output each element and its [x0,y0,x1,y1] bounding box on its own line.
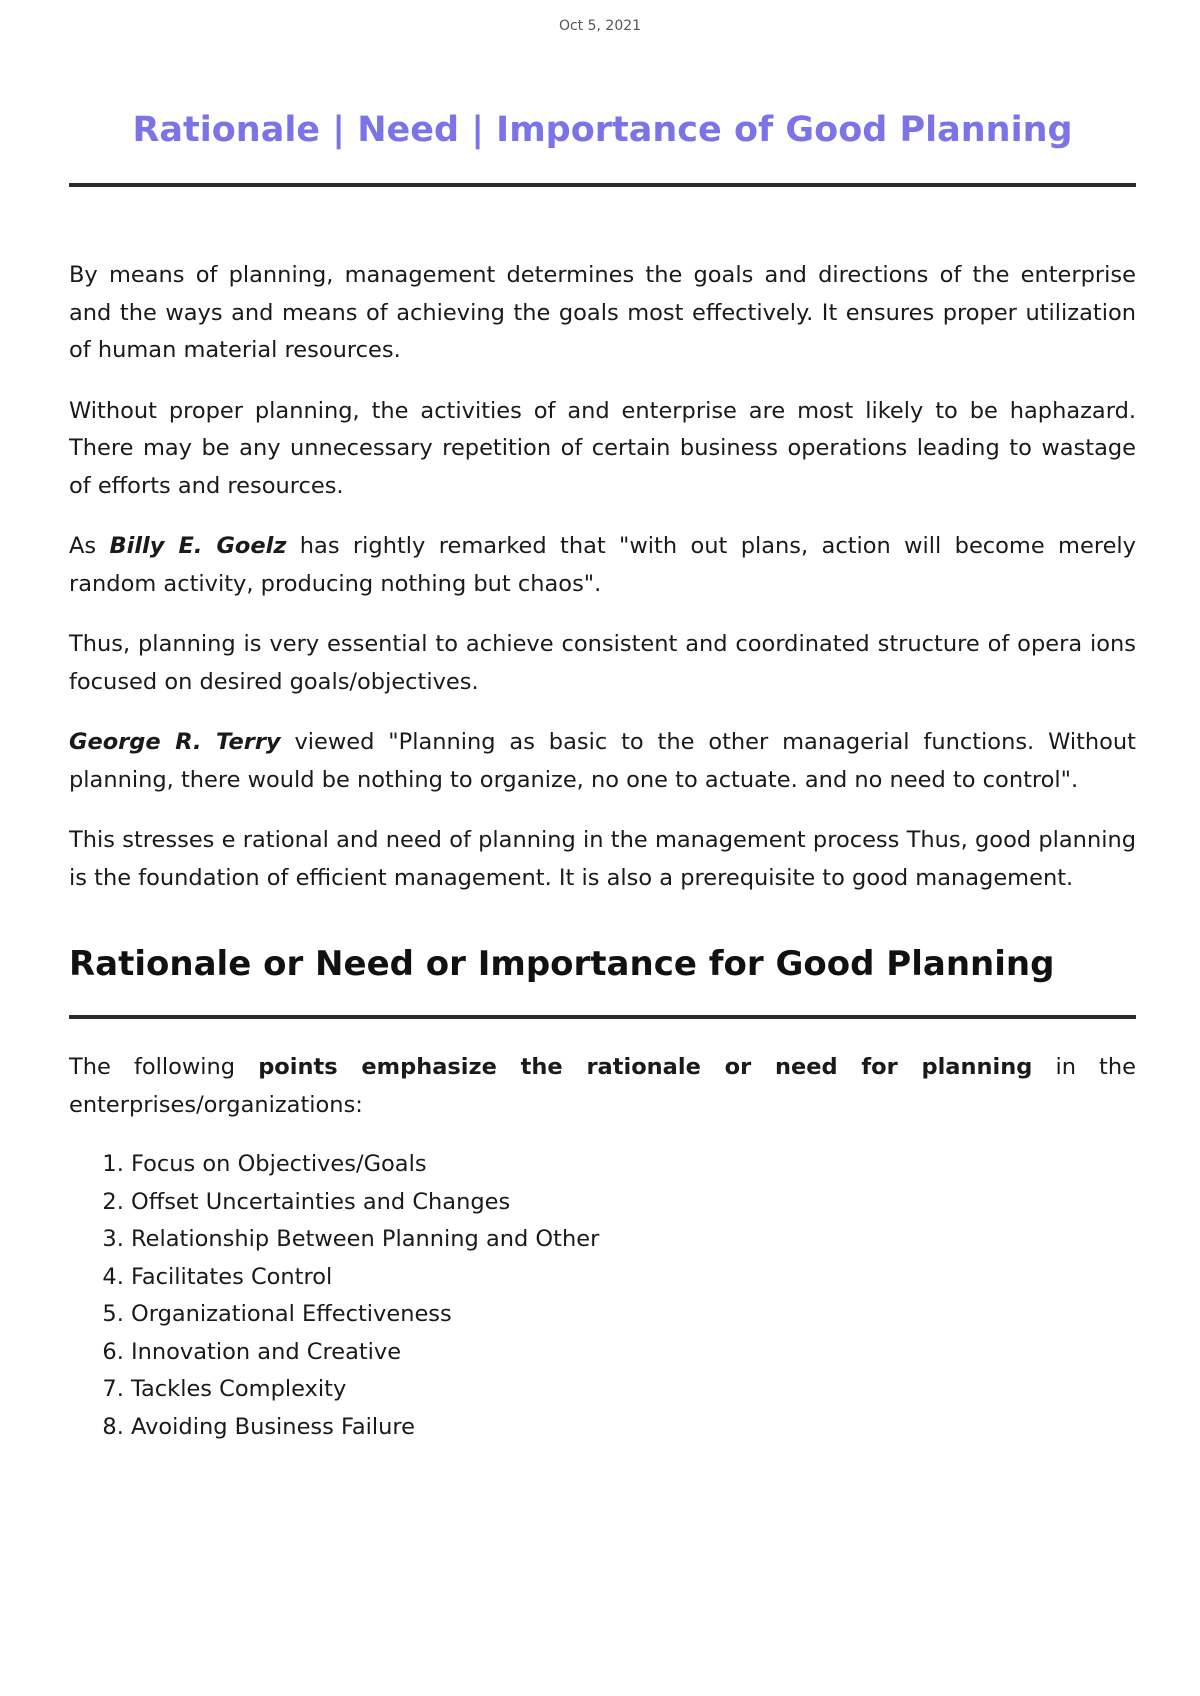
section-divider [69,1015,1136,1019]
section-intro-emphasis: points emphasize the rationale or need for planning [258,1054,1033,1080]
quoted-author-goelz: Billy E. Goelz [109,533,287,559]
list-item: 8. Avoiding Business Failure [131,1409,1136,1447]
paragraph-3-quote: has rightly remarked that "with out plans, action will become merely random activity, producing nothing but chaos". [69,533,1136,597]
list-item: 4. Facilitates Control [131,1259,1136,1297]
list-item: 3. Relationship Between Planning and Other [131,1221,1136,1259]
section-intro-tail: in the enterprises/organizations: [69,1054,1136,1118]
list-item: 7. Tackles Complexity [131,1371,1136,1409]
document-body [69,100,1136,1446]
points-list [69,1146,1136,1446]
page-date: Oct 5, 2021 [558,18,642,34]
paragraph-3-lead: As [69,533,110,559]
list-item: 1. Focus on Objectives/Goals [131,1146,1136,1184]
paragraph-2: Without proper planning, the activities of and enterprise are most likely to be haphazard. There may be any unnecessary repetition of certain business operations leading to wastage of efforts and resources. [69,397,1136,499]
title-divider [69,183,1136,187]
paragraph-1: By means of planning, management determines the goals and directions of the enterprise and the ways and means of achieving the goals most effectively. It ensures proper utilization of human material resources. [69,262,1136,363]
section-intro-lead: The following [69,1054,259,1080]
section-heading: Rationale or Need or Importance for Good Planning [69,944,1055,984]
paragraph-3 [69,528,1136,603]
paragraph-6: This stresses e rational and need of planning in the management process Thus, good planning is the foundation of efficient management. It is also a prerequisite to good management. [69,827,1136,891]
list-item: 6. Innovation and Creative [131,1334,1136,1372]
paragraph-5-quote: viewed "Planning as basic to the other managerial functions. Without planning, there would be nothing to organize, no one to actuate. and no need to control". [69,729,1137,793]
paragraph-4: Thus, planning is very essential to achieve consistent and coordinated structure of opera ions focused on desired goals/objectives. [69,631,1136,695]
list-item: 5. Organizational Effectiveness [131,1296,1136,1334]
list-item: 2. Offset Uncertainties and Changes [131,1184,1136,1222]
quoted-author-terry: George R. Terry [69,729,281,755]
section-intro [69,1049,1136,1124]
document-title: Rationale | Need | Importance of Good Planning [132,110,1073,150]
paragraph-5 [69,724,1136,799]
